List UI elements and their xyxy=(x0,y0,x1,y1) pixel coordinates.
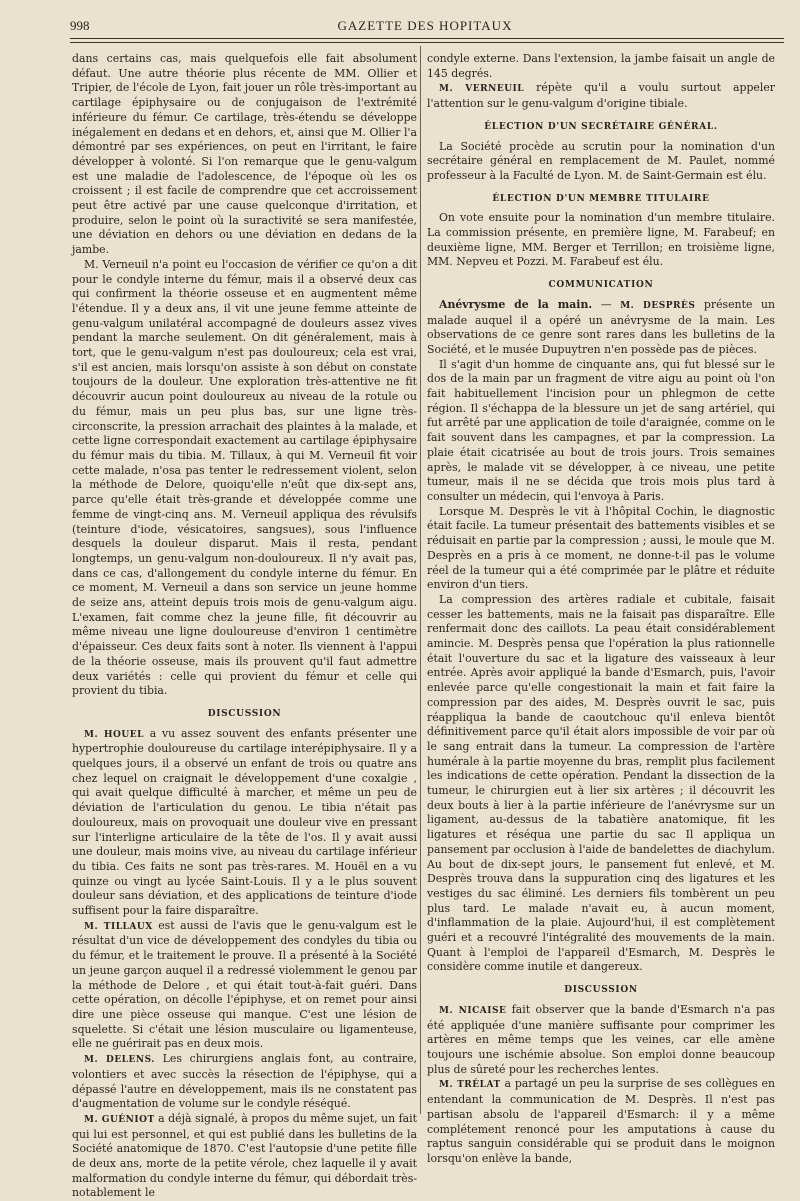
section-heading-election-member: ÉLECTION D'UN MEMBRE TITULAIRE xyxy=(492,193,710,204)
speaker-text: répète qu'il a voulu surtout appeler l'attention sur le genu-valgum d'origine tibiale. xyxy=(427,81,776,111)
speaker-name: M. DELENS. xyxy=(84,1055,155,1066)
paragraph-theory: dans certains cas, mais quelquefois elle fait absolument défaut. Une autre théorie plus récente de MM. Ollier et Tripier, de l'école de Lyon, fait jouer un rôle très-important au cartilage épiphysaire ou de conjugaison de l'extrémité inférieure du fémur. Ce cartilage, très-étendu se développe inégalement en dedans et en dehors, et, ainsi que M. Ollier l'a démontré par ses expériences, on peut en l'irritant, le faire développer à volonté. Si l'on remarque que le genu-valgum est une maladie de l'adolescence, de l'époque où les os croissent ; il est facile de comprendre que cet accroissement peut être activé par une cause quelconque d'irritation, et produire, selon le point où la suractivité se sera manifestée, une déviation en dehors ou une déviation en dedans de la jambe. xyxy=(72,52,417,257)
paragraph-trelat xyxy=(427,1077,775,1166)
speaker-text: fait observer que la bande d'Esmarch n'a pas été appliquée d'une manière suffisante pour comprimer les artères en même temps que les veines, car elle amène toujours une ischémie absolue. Son emploi donne beaucoup plus de sûreté pour les recherches lentes. xyxy=(427,1002,775,1076)
page-number: 998 xyxy=(70,18,90,33)
paragraph-tillaux xyxy=(72,919,417,1052)
speaker-name: M. DESPRÈS xyxy=(620,300,696,311)
speaker-name: M. GUÉNIOT xyxy=(84,1114,155,1125)
speaker-text: a partagé un peu la surprise de ses collègues en entendant la communication de M. Desprès. Il n'est pas partisan absolu de l'appareil d'Esmarch: il y a même complétement renoncé pour les amputations à cause du raptus sanguin considérable qui se produit dans le moignon lorsqu'on enlève la bande, xyxy=(427,1077,775,1165)
communication-dash: — xyxy=(592,297,621,311)
section-heading-election-secretary: ÉLECTION D'UN SECRÉTAIRE GÉNÉRAL. xyxy=(484,121,718,132)
section-heading-discussion-2: DISCUSSION xyxy=(564,985,638,996)
paragraph-nicaise xyxy=(427,1003,775,1078)
paragraph-verneuil-cases: M. Verneuil n'a point eu l'occasion de vérifier ce qu'on a dit pour le condyle interne du fémur, mais il a observé deux cas qui confirment la théorie osseuse et en augmentent même l'étendue. Il y a deux ans, il vit une jeune femme atteinte de genu-valgum unilatéral accompagné de douleurs assez vives pendant la marche seulement. On dit généralement, mais à tort, que le genu-valgum n'est pas douloureux; cela est vrai, s'il est ancien, mais lorsqu'on assiste à son début on constate toujours de la douleur. Une exploration très-attentive ne fit découvrir aucun point douloureux au niveau de la rotule ou du fémur, mais un peu plus bas, sur une ligne très-circonscrite, la pression arrachait des plaintes à la malade, et cette ligne correspondait exactement au cartilage épiphysaire du fémur mais du tibia. M. Tillaux, à qui M. Verneuil fit voir cette malade, n'osa pas tenter le redressement violent, selon la méthode de Delore, quoiqu'elle n'eût que dix-sept ans, parce qu'elle était très-grande et développée comme une femme de vingt-cinq ans. M. Verneuil appliqua des révulsifs (teinture d'iode, vésicatoires, sangsues), sous l'influence desquels la douleur disparut. Mais il resta, pendant longtemps, un genu-valgum non-douloureux. Il n'y avait pas, dans ce cas, d'allongement du condyle interne du fémur. En ce moment, M. Verneuil a dans son service un jeune homme de seize ans, atteint depuis trois mois de genu-valgum aigu. L'examen, fait comme chez la jeune fille, fit découvrir au même niveau une ligne douloureuse d'environ 1 centimètre d'épaisseur. Ces deux faits sont à noter. Ils viennent à l'appui de la théorie osseuse, mais ils prouvent qu'il faut admettre deux variétés : celle qui provient du fémur et celle qui provient du tibia. xyxy=(72,257,417,698)
running-title: GAZETTE DES HOPITAUX xyxy=(337,18,513,33)
section-heading-discussion: DISCUSSION xyxy=(207,708,282,719)
speaker-name: M. HOUEL xyxy=(84,729,144,740)
paragraph-verneuil xyxy=(427,81,775,111)
speaker-name: M. TRÉLAT xyxy=(439,1080,501,1091)
paragraph-houel xyxy=(72,727,417,919)
page-header xyxy=(70,14,780,40)
speaker-text: est aussi de l'avis que le genu-valgum est le résultat d'un vice de développement des condyles du tibia ou du fémur, et le traitement le prouve. Il a présenté à la Société un jeune garçon auquel il a redressé violemment le genou par la méthode de Delore , et qui était tout-à-fait guéri. Dans cette opération, on décolle l'épiphyse, et on remet pour ainsi dire une pièce osseuse qui manque. C'est une lésion de squelette. Si c'était une lésion musculaire ou ligamenteuse, elle ne guérirait pas en deux mois. xyxy=(72,918,417,1051)
speaker-name: M. VERNEUIL xyxy=(439,84,525,95)
speaker-name: M. NICAISE xyxy=(439,1005,507,1016)
speaker-name: M. TILLAUX xyxy=(84,921,153,932)
speaker-text: a déjà signalé, à propos du même sujet, un fait qui lui est personnel, et qui est publié dans les bulletins de la Société anatomique de 1870. C'est l'autopsie d'une petite fille de deux ans, morte de la petite vérole, chez laquelle il y avait malformation du condyle interne du fémur, qui débordait très-notablement le xyxy=(72,1111,417,1200)
right-column xyxy=(427,52,775,1167)
paragraph-gueniot xyxy=(72,1112,417,1201)
left-column xyxy=(72,52,417,1201)
paragraph-delens xyxy=(72,1052,417,1112)
paragraph-election-secretary: La Société procède au scrutin pour la nomination d'un secrétaire général en remplacement de M. Paulet, nommé professeur à la Faculté de Lyon. M. de Saint-Germain est élu. xyxy=(427,139,775,182)
paragraph-compression: La compression des artères radiale et cubitale, faisait cesser les battements, mais ne la faisait pas disparaître. Elle renfermait donc des caillots. La peau était considérablement amincie. M. Desprès pensa que l'opération la plus rationnelle était l'ouverture du sac et la ligature des vaisseaux à leur entrée. Après avoir appliqué la bande d'Esmarch, puis, l'avoir enlevée parce qu'elle congestionait la main et fait faire la compression par des aides, M. Desprès ouvrit le sac, puis réappliqua la bande de caoutchouc qu'il enleva bientôt définitivement parce qu'il était alors impossible de voir par où le sang entrait dans la tumeur. La compression de l'artère humérale à la partie moyenne du bras, remplit plus facilement les indications de cette opération. Pendant la dissection de la tumeur, le chirurgien eut à lier six artères ; il découvrit les deux bouts à lier à la partie inférieure de l'anévrysme sur un ligament, au-dessus de la tabatière anatomique, fit les ligatures et réséqua une partie du sac Il appliqua un pansement par occlusion à l'aide de bandelettes de diachylum. Au bout de dix-sept jours, le pansement fut enlevé, et M. Desprès trouva dans la suppuration cinq des ligatures et les vestiges du sac éliminé. Les derniers fils tombèrent un peu plus tard. Le malade n'avait eu, à aucun moment, d'inflammation de la plaie. Aujourd'hui, il est complètement guéri et a recouvré l'intégralité des mouvements de la main. Quant à l'emploi de l'appareil d'Esmarch, M. Desprès le considère comme inutile et dangereux. xyxy=(427,592,775,974)
section-heading-communication: COMMUNICATION xyxy=(548,280,654,291)
column-divider xyxy=(420,46,421,1114)
paragraph-case: Il s'agit d'un homme de cinquante ans, qui fut blessé sur le dos de la main par un fragment de vitre aigu au point où l'on fait habituellement l'incision pour un phlegmon de cette région. Il s'échappa de la blessure un jet de sang artériel, qui fut arrêté par une application de toile d'araignée, comme on le fait souvent dans les campagnes, et par la compression. La plaie était cicatrisée au bout de trois jours. Trois semaines après, le malade vit se développer, à ce niveau, une petite tumeur, mais il ne se décida que trois mois plus tard à consulter un médecin, qui l'envoya à Paris. xyxy=(427,357,775,503)
paragraph-cochin: Lorsque M. Desprès le vit à l'hôpital Cochin, le diagnostic était facile. La tumeur présentait des battements visibles et se réduisait en partie par la compression ; aussi, le moule que M. Desprès en a pris à ce moment, ne donne-t-il pas le volume réel de la tumeur qui a été comprimée par le plâtre et réduite environ d'un tiers. xyxy=(427,504,775,592)
speaker-text: a vu assez souvent des enfants présenter une hypertrophie douloureuse du cartilage interépiphysaire. Il y a quelques jours, il a observé un enfant de trois ou quatre ans chez lequel on craignait le développement d'une coxalgie , qui avait quelque difficulté à marcher, et même un peu de déviation de l'articulation du genou. Le tibia n'était pas douloureux, mais on provoquait une douleur vive en pressant sur l'interligne articulaire de la tête de l'os. Il y avait aussi une douleur, mais moins vive, au niveau du cartilage inférieur du tibia. Ces faits ne sont pas très-rares. M. Houël en a vu quinze ou vingt au lycée Saint-Louis. Il y a le plus souvent douleur sans déviation, et des applications de teinture d'iode suffisent pour la faire disparaître. xyxy=(72,726,418,918)
header-rule-thin xyxy=(70,42,784,43)
speaker-text: présente un malade auquel il a opéré un anévrysme de la main. Les observations de ce genre sont rares dans les bulletins de la Société, et le musée Dupuytren n'en possède pas de pièces. xyxy=(427,297,775,356)
paragraph-election-member: On vote ensuite pour la nomination d'un membre titulaire. La commission présente, en première ligne, M. Farabeuf; en deuxième ligne, MM. Berger et Terrillon; en troisième ligne, MM. Nepveu et Pozzi. M. Farabeuf est élu. xyxy=(427,211,775,269)
speaker-text: Les chirurgiens anglais font, au contraire, volontiers et avec succès la résection de l'épiphyse, qui a dépassé l'autre en développement, mais ils ne constatent pas d'augmentation de volume sur le condyle réséqué. xyxy=(72,1052,417,1111)
communication-title: Anévrysme de la main. xyxy=(439,297,593,311)
paragraph-communication xyxy=(427,298,775,358)
paragraph-continuation: condyle externe. Dans l'extension, la jambe faisait un angle de 145 degrés. xyxy=(427,52,775,80)
header-rule-thick xyxy=(70,38,784,39)
